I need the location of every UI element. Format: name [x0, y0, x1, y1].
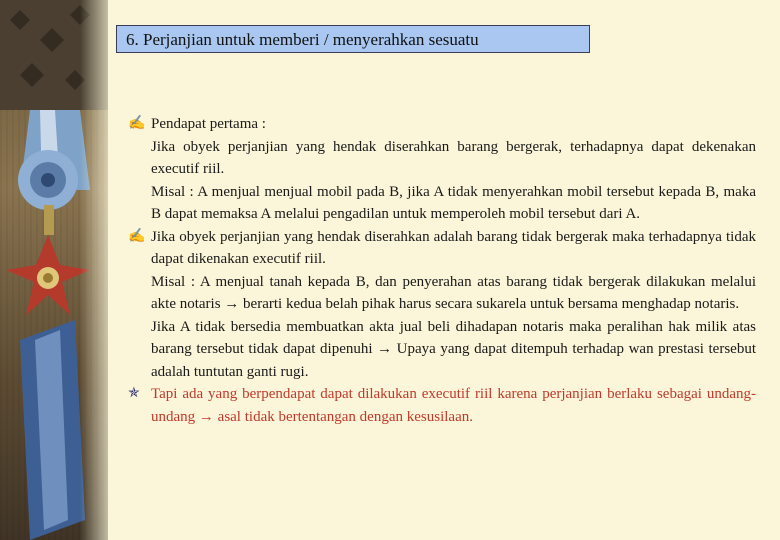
- slide-title-text: 6. Perjanjian untuk memberi / menyerahkan sesuatu: [126, 30, 479, 49]
- bullet-item-3: [128, 383, 756, 428]
- item-line: Jika A tidak bersedia membuatkan akta jual beli dihadapan notaris maka peralihan hak milik atas barang tersebut tidak dapat dipenuhi → Upaya yang dapat ditempuh terhadap wan prestasi tersebut adalah tuntutan ganti rugi.: [151, 318, 756, 380]
- pen-bullet-icon: ✍: [128, 228, 146, 244]
- item-line: Tapi ada yang berpendapat dapat dilakukan executif riil karena perjanjian berlaku sebagai undang-undang → asal tidak bertentangan dengan kesusilaan.: [151, 386, 756, 425]
- item-line: Jika obyek perjanjian yang hendak diserahkan barang bergerak, terhadapnya dapat dekenakan executif riil.: [151, 138, 756, 177]
- item-line: Misal : A menjual menjual mobil pada B, jika A tidak menyerahkan mobil tersebut kepada B, maka B dapat memaksa A melalui pengadilan untuk memperoleh mobil tersebut dari A.: [151, 183, 756, 222]
- item-line: Pendapat pertama :: [151, 116, 266, 132]
- slide-content: [128, 113, 756, 428]
- item-line: Jika obyek perjanjian yang hendak diserahkan adalah barang tidak bergerak maka terhadapnya tidak dapat dikenakan executif riil.: [151, 228, 756, 267]
- star-bullet-icon: ✯: [128, 386, 140, 401]
- slide-title: [116, 25, 590, 53]
- pen-bullet-icon: ✍: [128, 116, 146, 131]
- bullet-item-2: [128, 226, 756, 384]
- image-fade: [80, 0, 120, 540]
- item-line: Misal : A menjual tanah kepada B, dan penyerahan atas barang tidak bergerak dilakukan melalui akte notaris → berarti kedua belah pihak harus secara sukarela untuk bersama menghadap notaris.: [151, 273, 756, 312]
- bullet-item-1: [128, 113, 756, 226]
